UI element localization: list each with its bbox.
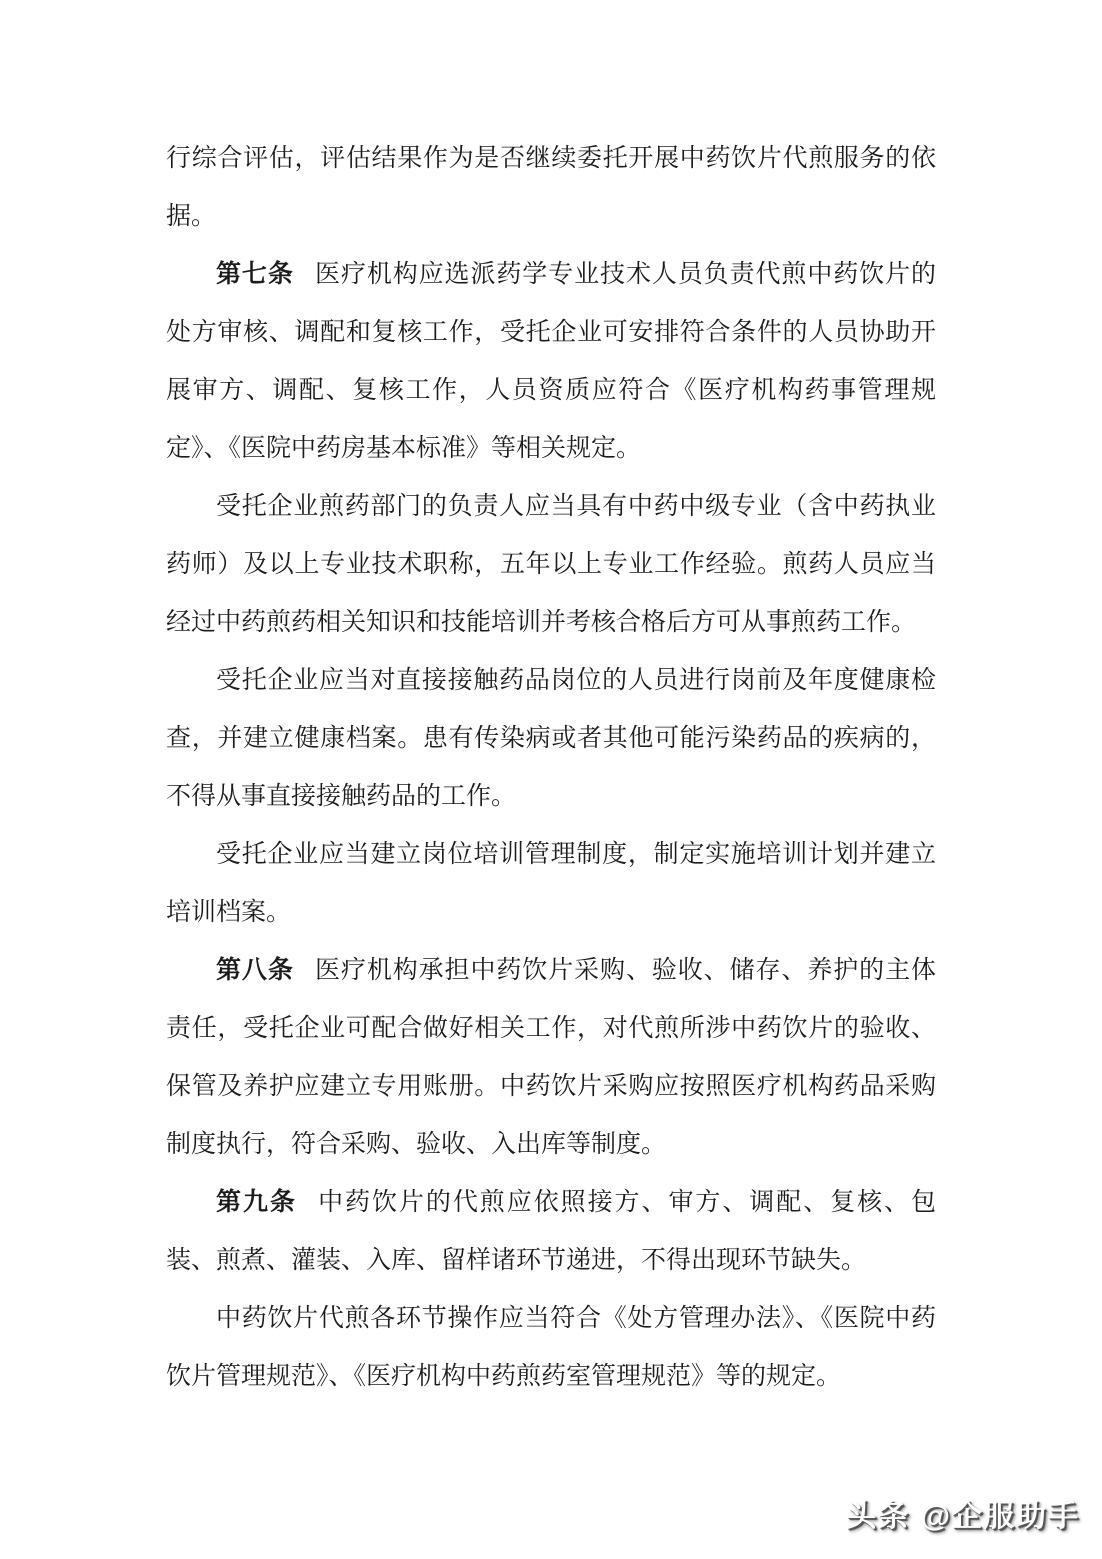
article-number: 第七条 (216, 261, 294, 288)
paragraph-text: 行综合评估，评估结果作为是否继续委托开展中药饮片代煎服务的依据。 (166, 145, 936, 230)
paragraph-text: 受托企业应当建立岗位培训管理制度，制定实施培训计划并建立培训档案。 (166, 841, 936, 926)
paragraph-text: 受托企业应当对直接接触药品岗位的人员进行岗前及年度健康检查，并建立健康档案。患有传染病或者其他可能污染药品的疾病的，不得从事直接接触药品的工作。 (166, 667, 936, 810)
paragraph-text: 医疗机构承担中药饮片采购、验收、储存、养护的主体责任，受托企业可配合做好相关工作，对代煎所涉中药饮片的验收、保管及养护应建立专用账册。中药饮片采购应按照医疗机构药品采购制度执行，符合采购、验收、入出库等制度。 (166, 957, 936, 1158)
article-number: 第九条 (216, 1189, 297, 1216)
paragraph (166, 478, 936, 652)
paragraph (166, 652, 936, 826)
paragraph (166, 826, 936, 942)
paragraph-text: 中药饮片代煎各环节操作应当符合《处方管理办法》、《医院中药饮片管理规范》、《医疗机构中药煎药室管理规范》等的规定。 (166, 1305, 936, 1390)
paragraph (166, 1174, 936, 1290)
paragraph (166, 246, 936, 478)
paragraph-text: 医疗机构应选派药学专业技术人员负责代煎中药饮片的处方审核、调配和复核工作，受托企业可安排符合条件的人员协助开展审方、调配、复核工作，人员资质应符合《医疗机构药事管理规定》、《医院中药房基本标准》等相关规定。 (166, 261, 936, 462)
paragraph (166, 942, 936, 1174)
paragraph-text: 中药饮片的代煎应依照接方、审方、调配、复核、包装、煎煮、灌装、入库、留样诸环节递进，不得出现环节缺失。 (166, 1189, 936, 1274)
paragraph-text: 受托企业煎药部门的负责人应当具有中药中级专业（含中药执业药师）及以上专业技术职称，五年以上专业工作经验。煎药人员应当经过中药煎药相关知识和技能培训并考核合格后方可从事煎药工作。 (166, 493, 936, 636)
paragraph (166, 130, 936, 246)
paragraph (166, 1290, 936, 1406)
article-number: 第八条 (216, 957, 294, 984)
document-body (166, 130, 936, 1406)
watermark: 头条 @企服助手 (846, 1500, 1080, 1533)
